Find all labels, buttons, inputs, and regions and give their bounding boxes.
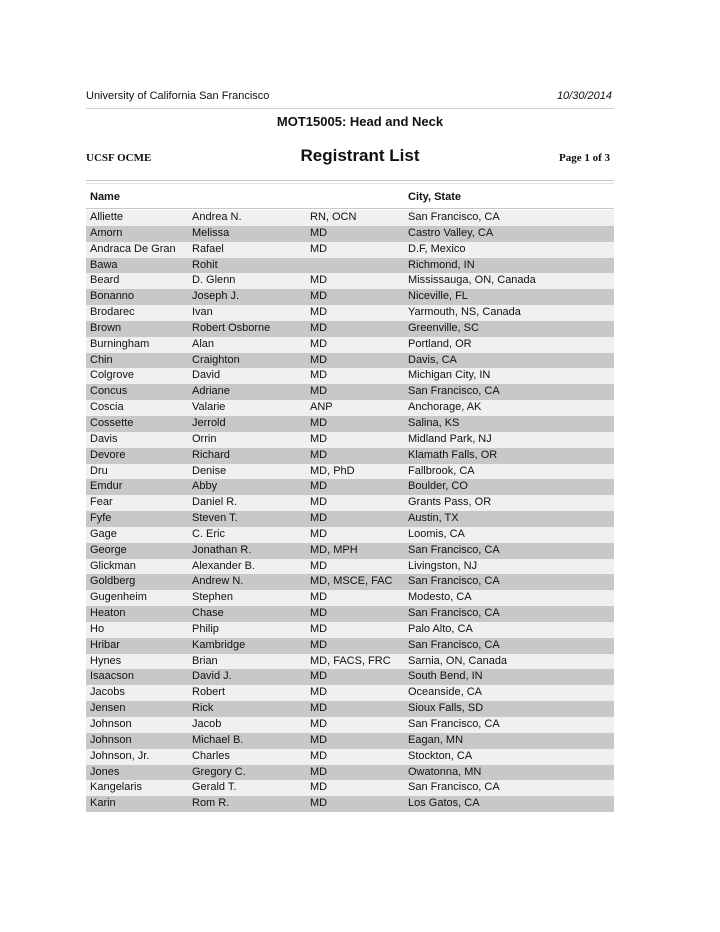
credentials-cell: MD xyxy=(310,306,328,319)
first-name-cell: Adriane xyxy=(192,385,230,398)
first-name-cell: Ivan xyxy=(192,306,213,319)
table-row xyxy=(86,479,614,495)
last-name-cell: Andraca De Gran xyxy=(90,242,176,255)
last-name-cell: Bawa xyxy=(90,258,118,271)
credentials-cell: MD xyxy=(310,337,328,350)
city-state-cell: Fallbrook, CA xyxy=(408,464,475,477)
last-name-cell: Goldberg xyxy=(90,575,136,588)
table-row xyxy=(86,527,614,543)
last-name-cell: Johnson xyxy=(90,733,132,746)
table-row xyxy=(86,321,614,337)
table-row xyxy=(86,337,614,353)
last-name-cell: Jacobs xyxy=(90,686,125,699)
last-name-cell: Kangelaris xyxy=(90,781,142,794)
table-row xyxy=(86,353,614,369)
city-state-cell: Palo Alto, CA xyxy=(408,622,473,635)
table-row xyxy=(86,226,614,242)
credentials-cell: MD xyxy=(310,496,328,509)
first-name-cell: Joseph J. xyxy=(192,290,240,303)
last-name-cell: Ho xyxy=(90,622,105,635)
credentials-cell: MD xyxy=(310,321,328,334)
first-name-cell: Abby xyxy=(192,480,218,493)
first-name-cell: Rom R. xyxy=(192,797,230,810)
last-name-cell: Heaton xyxy=(90,607,126,620)
credentials-cell: MD xyxy=(310,686,328,699)
last-name-cell: Glickman xyxy=(90,559,136,572)
first-name-cell: Charles xyxy=(192,749,230,762)
first-name-cell: Jacob xyxy=(192,718,222,730)
last-name-cell: Davis xyxy=(90,432,118,445)
last-name-cell: Colgrove xyxy=(90,369,135,382)
credentials-cell: MD xyxy=(310,591,328,604)
table-row xyxy=(86,495,614,511)
first-name-cell: Andrea N. xyxy=(192,211,242,223)
credentials-cell: MD xyxy=(310,797,328,810)
first-name-cell: Craighton xyxy=(192,353,240,366)
city-state-cell: Stockton, CA xyxy=(408,749,473,762)
city-state-cell: Sioux Falls, SD xyxy=(408,702,484,715)
credentials-cell: MD xyxy=(310,226,328,239)
table-row xyxy=(86,733,614,749)
column-header-city-state: City, State xyxy=(408,191,461,203)
first-name-cell: Brian xyxy=(192,654,218,667)
table-row xyxy=(86,464,614,480)
city-state-cell: Owatonna, MN xyxy=(408,765,482,778)
city-state-cell: Richmond, IN xyxy=(408,258,475,271)
city-state-cell: San Francisco, CA xyxy=(408,718,500,730)
last-name-cell: Amorn xyxy=(90,226,123,239)
city-state-cell: Salina, KS xyxy=(408,416,460,429)
last-name-cell: Brown xyxy=(90,321,122,334)
last-name-cell: Fyfe xyxy=(90,512,112,525)
credentials-cell: MD xyxy=(310,369,328,382)
last-name-cell: Bonanno xyxy=(90,290,135,303)
table-row xyxy=(86,717,614,733)
credentials-cell: MD xyxy=(310,353,328,366)
last-name-cell: Burningham xyxy=(90,337,150,350)
credentials-cell: MD xyxy=(310,718,328,730)
credentials-cell: RN, OCN xyxy=(310,211,357,223)
last-name-cell: Concus xyxy=(90,385,128,398)
first-name-cell: Steven T. xyxy=(192,512,238,525)
title-divider xyxy=(86,180,614,181)
table-row xyxy=(86,448,614,464)
city-state-cell: Niceville, FL xyxy=(408,290,468,303)
first-name-cell: David xyxy=(192,369,221,382)
city-state-cell: Greenville, SC xyxy=(408,321,479,334)
city-state-cell: D.F, Mexico xyxy=(408,242,466,255)
last-name-cell: Beard xyxy=(90,274,120,287)
last-name-cell: George xyxy=(90,543,127,556)
table-row xyxy=(86,242,614,258)
credentials-cell: MD xyxy=(310,733,328,746)
first-name-cell: Alexander B. xyxy=(192,559,255,572)
table-header xyxy=(86,188,614,208)
last-name-cell: Jensen xyxy=(90,702,126,715)
first-name-cell: Robert Osborne xyxy=(192,321,271,334)
table-row xyxy=(86,765,614,781)
city-state-cell: Klamath Falls, OR xyxy=(408,448,498,461)
credentials-cell: MD xyxy=(310,670,328,683)
city-state-cell: Los Gatos, CA xyxy=(408,797,480,810)
table-row xyxy=(86,416,614,432)
table-row xyxy=(86,432,614,448)
last-name-cell: Jones xyxy=(90,765,120,778)
table-row xyxy=(86,210,614,226)
last-name-cell: Gugenheim xyxy=(90,591,147,604)
credentials-cell: MD, FACS, FRC xyxy=(310,654,391,667)
first-name-cell: Jonathan R. xyxy=(192,543,252,556)
page-title: Registrant List xyxy=(300,146,420,165)
first-name-cell: Andrew N. xyxy=(192,575,244,588)
last-name-cell: Coscia xyxy=(90,401,124,414)
table-row xyxy=(86,289,614,305)
city-state-cell: San Francisco, CA xyxy=(408,638,500,651)
first-name-cell: Chase xyxy=(192,607,224,620)
last-name-cell: Brodarec xyxy=(90,306,135,319)
first-name-cell: Rafael xyxy=(192,242,224,255)
first-name-cell: Gregory C. xyxy=(192,765,246,778)
first-name-cell: Kambridge xyxy=(192,638,246,651)
table-row xyxy=(86,685,614,701)
credentials-cell: MD xyxy=(310,242,328,255)
first-name-cell: Gerald T. xyxy=(192,781,237,794)
credentials-cell: MD xyxy=(310,527,328,540)
credentials-cell: MD xyxy=(310,559,328,572)
city-state-cell: Modesto, CA xyxy=(408,591,472,604)
first-name-cell: Denise xyxy=(192,464,227,477)
last-name-cell: Chin xyxy=(90,353,113,366)
first-name-cell: Jerrold xyxy=(192,416,226,429)
credentials-cell: MD xyxy=(310,622,328,635)
first-name-cell: Alan xyxy=(192,337,215,350)
first-name-cell: D. Glenn xyxy=(192,274,236,287)
city-state-cell: San Francisco, CA xyxy=(408,211,500,223)
credentials-cell: MD xyxy=(310,638,328,651)
last-name-cell: Emdur xyxy=(90,480,123,493)
credentials-cell: MD xyxy=(310,749,328,762)
city-state-cell: San Francisco, CA xyxy=(408,781,500,794)
credentials-cell: ANP xyxy=(310,401,333,414)
city-state-cell: Boulder, CO xyxy=(408,480,468,493)
column-header-name: Name xyxy=(90,191,120,203)
table-row xyxy=(86,701,614,717)
credentials-cell: MD xyxy=(310,781,328,794)
credentials-cell: MD xyxy=(310,448,328,461)
table-row xyxy=(86,384,614,400)
city-state-cell: Sarnia, ON, Canada xyxy=(408,654,508,667)
registrant-table xyxy=(86,210,614,812)
credentials-cell: MD xyxy=(310,512,328,525)
city-state-cell: San Francisco, CA xyxy=(408,607,500,620)
city-state-cell: Eagan, MN xyxy=(408,733,464,746)
credentials-cell: MD xyxy=(310,385,328,398)
page-number: Page 1 of 3 xyxy=(558,152,610,164)
course-title: MOT15005: Head and Neck xyxy=(276,114,444,129)
last-name-cell: Devore xyxy=(90,448,126,461)
table-row xyxy=(86,669,614,685)
first-name-cell: Robert xyxy=(192,686,226,699)
city-state-cell: Oceanside, CA xyxy=(408,686,482,699)
report-date: 10/30/2014 xyxy=(556,90,612,102)
first-name-cell: Stephen xyxy=(192,591,233,604)
city-state-cell: San Francisco, CA xyxy=(408,543,500,556)
first-name-cell: Michael B. xyxy=(192,733,244,746)
institution-name: University of California San Francisco xyxy=(86,90,270,102)
last-name-cell: Alliette xyxy=(90,211,124,223)
last-name-cell: Johnson xyxy=(90,718,132,730)
city-state-cell: San Francisco, CA xyxy=(408,385,500,398)
credentials-cell: MD, PhD xyxy=(310,464,355,477)
last-name-cell: Johnson, Jr. xyxy=(90,749,150,762)
table-row xyxy=(86,574,614,590)
credentials-cell: MD, MPH xyxy=(310,543,358,556)
table-header-divider xyxy=(86,208,614,209)
table-row xyxy=(86,543,614,559)
last-name-cell: Karin xyxy=(90,797,116,810)
city-state-cell: Livingston, NJ xyxy=(408,559,478,572)
first-name-cell: Rohit xyxy=(192,258,218,271)
table-row xyxy=(86,796,614,812)
org-name: UCSF OCME xyxy=(86,152,152,164)
credentials-cell: MD, MSCE, FAC xyxy=(310,575,393,588)
city-state-cell: Anchorage, AK xyxy=(408,401,482,414)
credentials-cell: MD xyxy=(310,480,328,493)
city-state-cell: Austin, TX xyxy=(408,512,459,525)
city-state-cell: Midland Park, NJ xyxy=(408,432,492,445)
table-row xyxy=(86,258,614,274)
last-name-cell: Fear xyxy=(90,496,113,509)
city-state-cell: South Bend, IN xyxy=(408,670,483,683)
city-state-cell: Loomis, CA xyxy=(408,527,465,540)
table-row xyxy=(86,368,614,384)
table-row xyxy=(86,606,614,622)
table-row xyxy=(86,749,614,765)
last-name-cell: Hynes xyxy=(90,654,122,667)
header-divider xyxy=(86,108,614,109)
city-state-cell: Portland, OR xyxy=(408,337,472,350)
credentials-cell: MD xyxy=(310,702,328,715)
city-state-cell: Grants Pass, OR xyxy=(408,496,492,509)
first-name-cell: Melissa xyxy=(192,226,230,239)
first-name-cell: Daniel R. xyxy=(192,496,238,509)
first-name-cell: Valarie xyxy=(192,401,226,414)
credentials-cell: MD xyxy=(310,274,328,287)
table-row xyxy=(86,622,614,638)
table-row xyxy=(86,590,614,606)
first-name-cell: Richard xyxy=(192,448,230,461)
table-row xyxy=(86,638,614,654)
last-name-cell: Cossette xyxy=(90,416,134,429)
credentials-cell: MD xyxy=(310,607,328,620)
last-name-cell: Gage xyxy=(90,527,117,540)
table-row xyxy=(86,511,614,527)
table-row xyxy=(86,559,614,575)
credentials-cell: MD xyxy=(310,416,328,429)
city-state-cell: Michigan City, IN xyxy=(408,369,491,382)
credentials-cell: MD xyxy=(310,432,328,445)
credentials-cell: MD xyxy=(310,290,328,303)
city-state-cell: San Francisco, CA xyxy=(408,575,500,588)
city-state-cell: Mississauga, ON, Canada xyxy=(408,274,536,287)
first-name-cell: C. Eric xyxy=(192,527,225,540)
city-state-cell: Yarmouth, NS, Canada xyxy=(408,306,521,319)
table-row xyxy=(86,400,614,416)
table-row xyxy=(86,305,614,321)
table-row xyxy=(86,780,614,796)
first-name-cell: Orrin xyxy=(192,432,217,445)
first-name-cell: Philip xyxy=(192,622,219,635)
table-row xyxy=(86,273,614,289)
table-row xyxy=(86,654,614,670)
last-name-cell: Hribar xyxy=(90,638,120,651)
city-state-cell: Davis, CA xyxy=(408,353,457,366)
last-name-cell: Isaacson xyxy=(90,670,135,683)
city-state-cell: Castro Valley, CA xyxy=(408,226,494,239)
title-divider-secondary xyxy=(86,183,614,184)
first-name-cell: David J. xyxy=(192,670,232,683)
credentials-cell: MD xyxy=(310,765,328,778)
last-name-cell: Dru xyxy=(90,464,108,477)
first-name-cell: Rick xyxy=(192,702,214,715)
